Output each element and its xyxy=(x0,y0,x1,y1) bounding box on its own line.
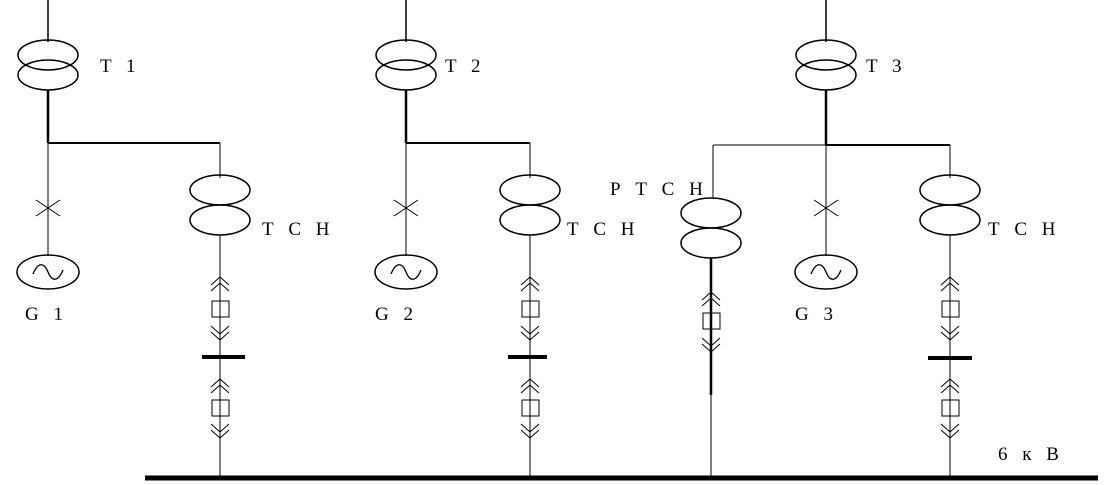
rtsn-transformer-symbol xyxy=(681,198,741,258)
t1-transformer-symbol xyxy=(18,40,78,90)
tsn3-transformer-symbol xyxy=(920,175,980,235)
tsn1-label: Т С Н xyxy=(262,219,335,240)
t2-transformer-symbol xyxy=(376,40,436,90)
unit-3 xyxy=(610,0,1061,480)
tsn3-label: Т С Н xyxy=(988,219,1061,240)
tsn2-transformer-symbol xyxy=(500,175,560,235)
g1-label: G 1 xyxy=(25,304,68,325)
t2-label: T 2 xyxy=(445,56,486,77)
t1-label: T 1 xyxy=(100,56,141,77)
tsn1-transformer-symbol xyxy=(190,175,250,235)
busbar-voltage-label: 6 к В xyxy=(998,444,1064,465)
g2-generator-symbol xyxy=(375,255,437,289)
t3-transformer-symbol xyxy=(796,40,856,90)
g2-label: G 2 xyxy=(375,304,418,325)
g1-generator-symbol xyxy=(17,255,79,289)
tsn2-label: Т С Н xyxy=(567,219,640,240)
t3-label: T 3 xyxy=(866,56,907,77)
g3-label: G 3 xyxy=(795,304,838,325)
g3-generator-symbol xyxy=(795,255,857,289)
unit-1 xyxy=(17,0,335,478)
rtsn-label: Р Т С Н xyxy=(610,179,708,200)
unit-2 xyxy=(375,0,640,478)
